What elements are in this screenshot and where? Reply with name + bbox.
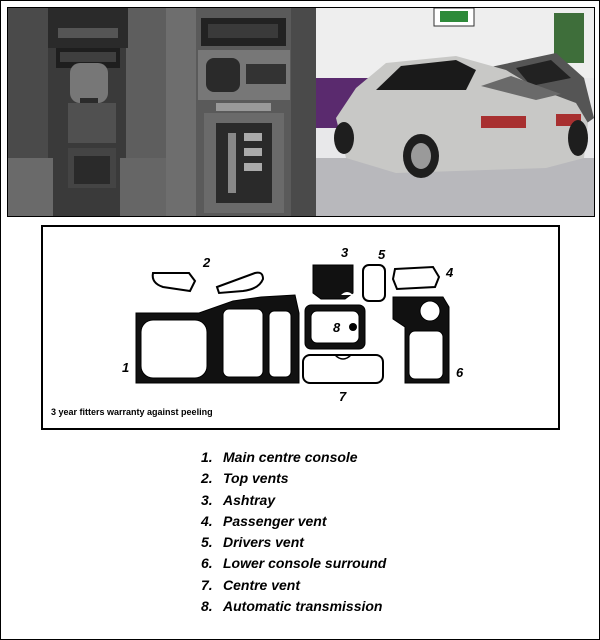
console-closeup-image <box>166 8 316 216</box>
part-number-2: 2 <box>203 255 211 270</box>
legend-number: 4. <box>201 512 213 529</box>
part-number-6: 6 <box>456 365 464 380</box>
part-number-3: 3 <box>341 245 349 260</box>
part-number-5: 5 <box>378 247 386 262</box>
top-vent-left <box>153 273 195 291</box>
legend-number: 2. <box>201 470 213 487</box>
legend-item <box>201 553 386 574</box>
part-number-7: 7 <box>339 389 347 404</box>
interior-console-photo <box>8 8 166 216</box>
legend-number: 8. <box>201 598 213 615</box>
legend-label: Passenger vent <box>223 512 327 529</box>
car-exterior-image <box>316 8 594 216</box>
part-number-8: 8 <box>333 320 341 335</box>
main-console-cutout-mid <box>223 309 263 377</box>
lower-console-cutout <box>409 331 443 379</box>
legend-number: 6. <box>201 555 213 572</box>
legend-item <box>201 532 386 553</box>
legend-number: 7. <box>201 576 213 593</box>
legend-item <box>201 468 386 489</box>
legend-item <box>201 447 386 468</box>
legend-label: Lower console surround <box>223 555 387 572</box>
legend-number: 5. <box>201 534 213 551</box>
legend-number: 3. <box>201 491 213 508</box>
legend-label: Top vents <box>223 470 289 487</box>
part-number-1: 1 <box>122 360 130 375</box>
legend-number: 1. <box>201 449 213 465</box>
part-number-4: 4 <box>446 265 454 280</box>
legend-label: Drivers vent <box>223 534 304 551</box>
main-console-cutout-right <box>269 311 291 377</box>
photo-strip <box>7 7 595 217</box>
legend-item <box>201 490 386 511</box>
top-vent-right <box>217 273 263 293</box>
drivers-vent-piece <box>363 265 385 301</box>
warranty-note: 3 year fitters warranty against peeling <box>51 407 213 417</box>
car-exterior-photo <box>316 8 594 216</box>
legend-label: Main centre console <box>223 449 358 465</box>
passenger-vent-piece <box>393 267 439 289</box>
legend-item <box>201 575 386 596</box>
auto-transmission-dot <box>349 323 357 331</box>
legend-item <box>201 596 386 617</box>
console-closeup-photo <box>166 8 316 216</box>
trim-parts-drawing <box>43 227 558 428</box>
legend-label: Ashtray <box>223 491 276 508</box>
legend-label: Automatic transmission <box>223 598 383 615</box>
parts-legend <box>201 447 386 617</box>
legend-item <box>201 511 386 532</box>
main-console-cutout-left <box>141 320 207 378</box>
parts-diagram <box>41 225 560 430</box>
interior-console-image <box>8 8 166 216</box>
lower-console-round-cutout <box>420 301 440 321</box>
legend-label: Centre vent <box>223 576 301 593</box>
